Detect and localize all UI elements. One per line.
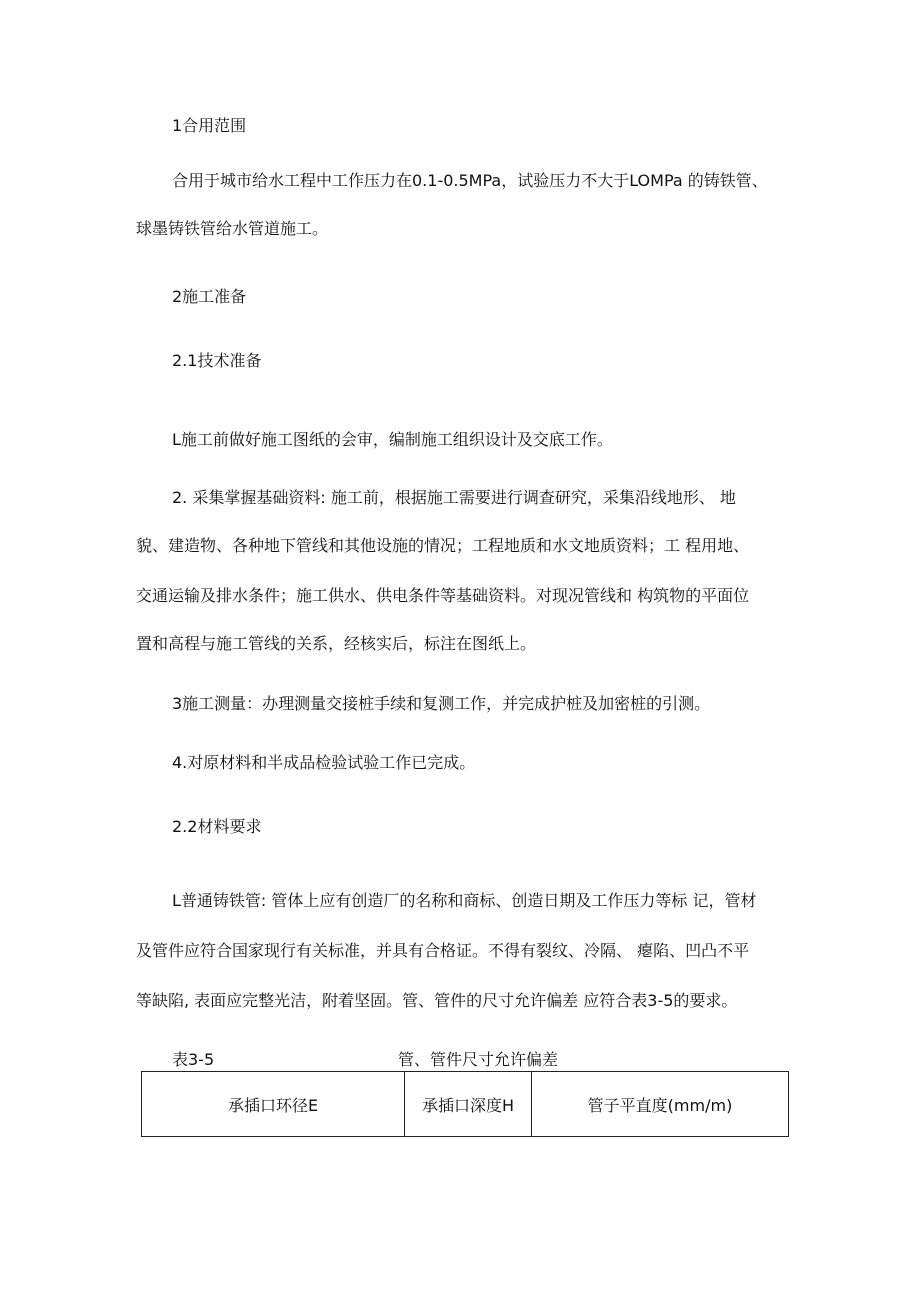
section-heading-preparation: 2施工准备: [172, 287, 247, 306]
materials-item-1-line-1: L普通铸铁管: 管体上应有创造厂的名称和商标、创造日期及工作压力等标 记，管材: [172, 891, 757, 910]
table-header-row: [142, 1072, 789, 1137]
table-title: 管、管件尺寸允许偏差: [398, 1050, 559, 1069]
subsection-heading-materials: 2.2材料要求: [172, 817, 262, 836]
section-heading-scope: 1合用范围: [172, 116, 247, 135]
table-number: 表3-5: [172, 1050, 215, 1069]
technical-item-3: 3施工测量：办理测量交接桩手续和复测工作，并完成护桩及加密桩的引测。: [172, 694, 711, 713]
header-socket-depth: 承插口深度H: [405, 1072, 532, 1137]
technical-item-2-line-3: 交通运输及排水条件；施工供水、供电条件等基础资料。对现况管线和 构筑物的平面位: [136, 586, 750, 605]
header-socket-ring-diameter: 承插口环径E: [142, 1072, 405, 1137]
technical-item-2-line-2: 貌、建造物、各种地下管线和其他设施的情况；工程地质和水文地质资料；工 程用地、: [136, 536, 750, 555]
subsection-heading-technical: 2.1技术准备: [172, 351, 262, 370]
materials-item-1-line-2: 及管件应符合国家现行有关标准，并具有合格证。不得有裂纹、冷隔、 瘪陷、凹凸不平: [136, 941, 750, 960]
technical-item-2-line-1: 2. 采集掌握基础资料: 施工前，根据施工需要进行调查研究，采集沿线地形、 地: [172, 488, 736, 507]
technical-item-1: L施工前做好施工图纸的会审，编制施工组织设计及交底工作。: [172, 430, 613, 449]
technical-item-2-line-4: 置和高程与施工管线的关系，经核实后，标注在图纸上。: [136, 634, 537, 653]
technical-item-4: 4.对原材料和半成品检验试验工作已完成。: [172, 753, 476, 772]
scope-paragraph-line-2: 球墨铸铁管给水管道施工。: [136, 219, 329, 238]
tolerance-table: [141, 1071, 789, 1137]
materials-item-1-line-3: 等缺陷, 表面应完整光洁，附着坚固。管、管件的尺寸允许偏差 应符合表3-5的要求。: [136, 991, 738, 1010]
scope-paragraph-line-1: 合用于城市给水工程中工作压力在0.1-0.5MPa，试验压力不大于LOMPa 的铸铁管、: [172, 171, 768, 190]
header-pipe-straightness: 管子平直度(mm/m): [532, 1072, 789, 1137]
